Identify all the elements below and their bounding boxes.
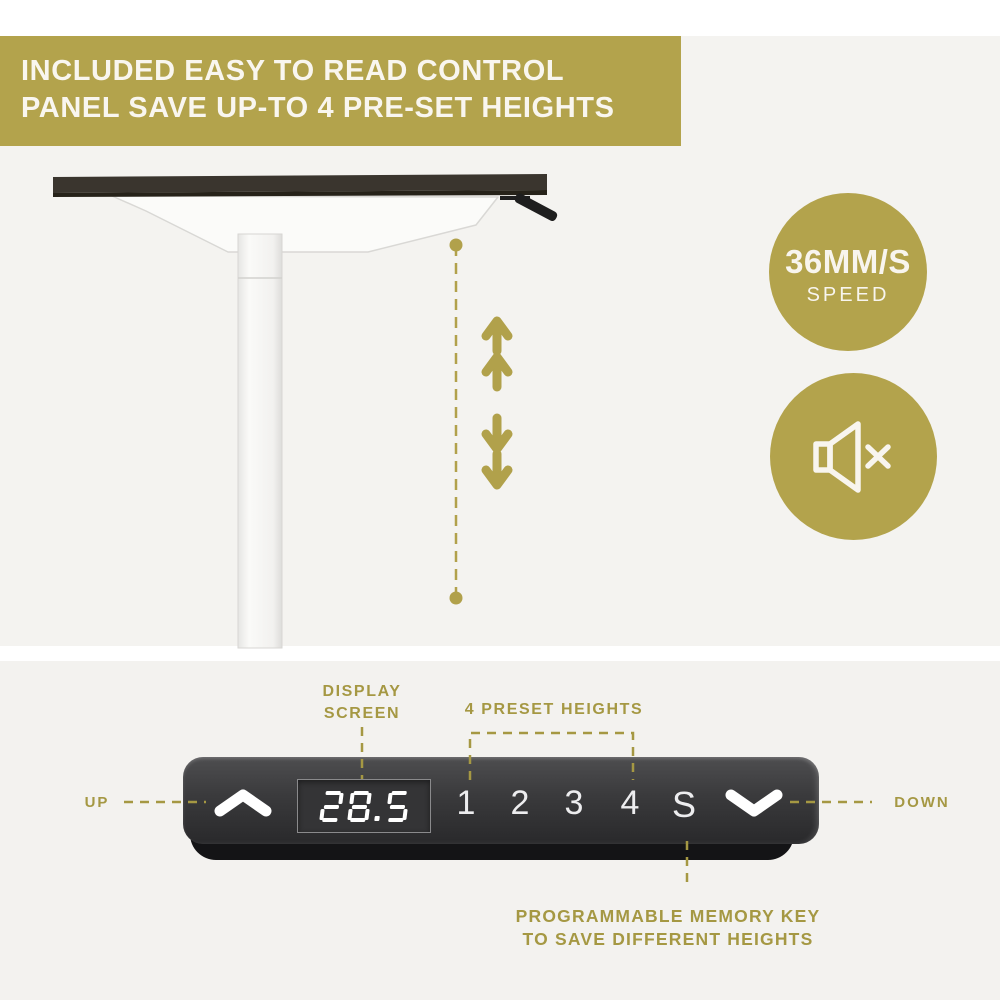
preset-button-1[interactable]: 1	[456, 784, 476, 822]
quiet-badge	[770, 373, 937, 540]
preset-button-2[interactable]: 2	[510, 784, 530, 822]
headline-line2: PANEL SAVE UP-TO 4 PRE-SET HEIGHTS	[21, 92, 615, 124]
display-screen	[297, 779, 431, 833]
down-label: DOWN	[894, 794, 950, 811]
display-label-line2: SCREEN	[323, 705, 401, 722]
display-screen-label	[282, 681, 442, 725]
memory-label-line1: PROGRAMMABLE MEMORY KEY	[515, 906, 821, 926]
up-label: UP	[84, 794, 110, 811]
speed-value: 36MM/S	[785, 243, 911, 280]
display-readout	[319, 791, 410, 822]
preset-heights-label: 4 PRESET HEIGHTS	[464, 701, 644, 718]
panel-up-button[interactable]	[213, 789, 273, 817]
speed-label: SPEED	[806, 284, 890, 306]
panel-down-button[interactable]	[724, 789, 784, 817]
chevron-up-icon	[220, 795, 266, 811]
chevron-down-icon	[731, 795, 777, 811]
speaker-muted-icon	[806, 418, 902, 494]
headline-line1: INCLUDED EASY TO READ CONTROL	[21, 55, 565, 87]
headline-banner	[0, 36, 681, 146]
preset-button-3[interactable]: 3	[564, 784, 584, 822]
speed-badge	[769, 193, 927, 351]
memory-button[interactable]: S	[671, 784, 696, 825]
preset-button-4[interactable]: 4	[620, 784, 640, 822]
memory-key-label	[468, 905, 868, 951]
memory-label-line2: TO SAVE DIFFERENT HEIGHTS	[522, 929, 814, 949]
display-label-line1: DISPLAY	[322, 683, 402, 700]
